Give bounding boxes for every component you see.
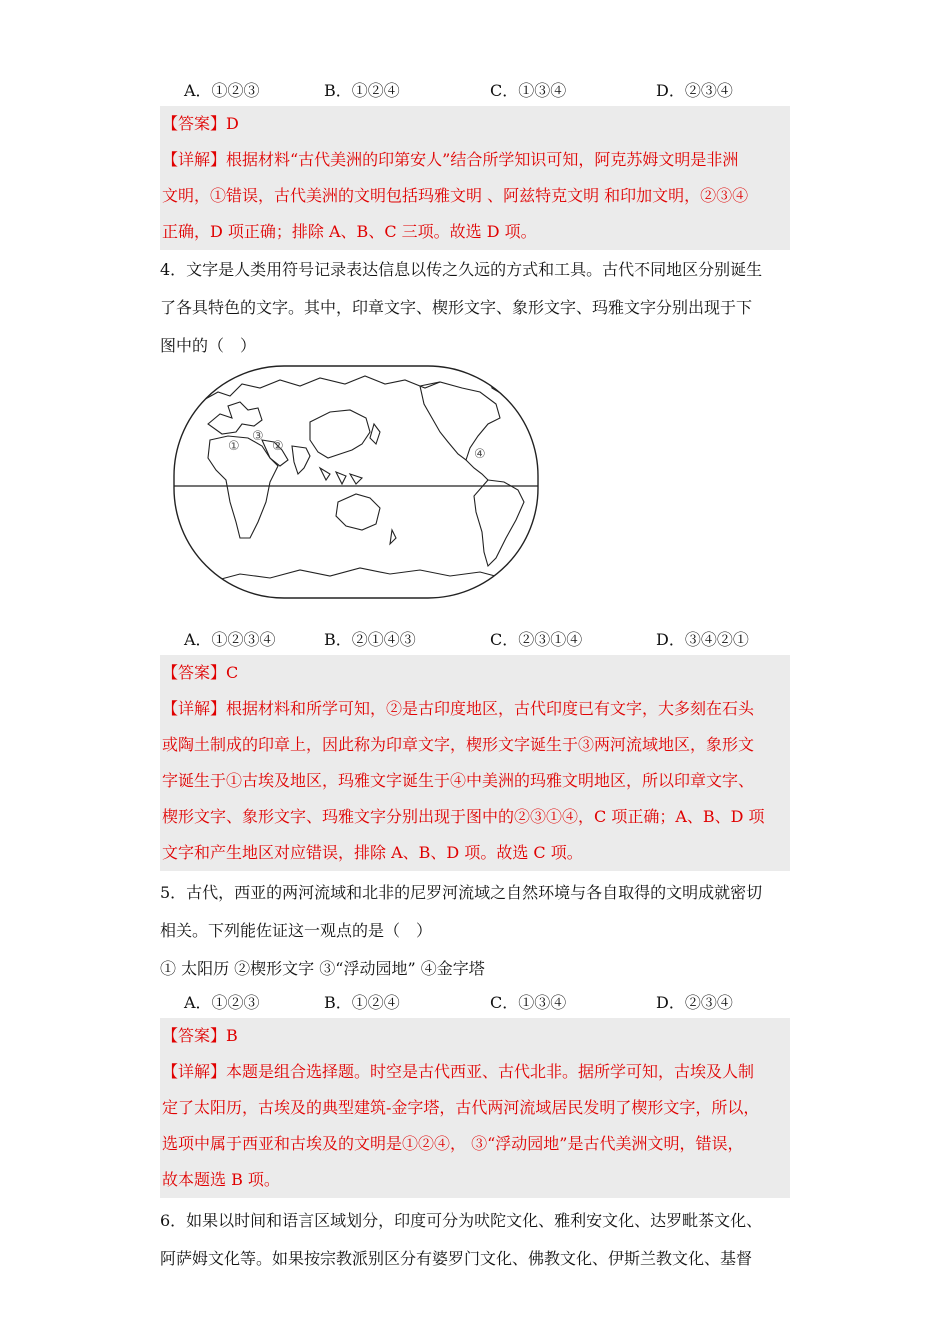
q5-option-a: A．①②③ (184, 993, 260, 1012)
q5-detail-line-3: 选项中属于西亚和古埃及的文明是①②④， ③“浮动园地”是古代美洲文明，错误， (162, 1134, 744, 1153)
q4-option-c: C．②③①④ (490, 630, 583, 649)
q6-stem (160, 1202, 792, 1278)
q4-answer: 【答案】C (162, 663, 239, 682)
q4-detail-line-2: 或陶土制成的印章上，因此称为印章文字，楔形文字诞生于③两河流域地区，象形文 (162, 735, 755, 754)
q4-option-a: A．①②③④ (184, 630, 276, 649)
q5-option-c: C．①③④ (490, 993, 567, 1012)
q5-answer-block (160, 1018, 790, 1198)
q5-stem-line-1: 5．古代，西亚的两河流域和北非的尼罗河流域之自然环境与各自取得的文明成就密切 (160, 883, 763, 902)
q6-stem-line-1: 6．如果以时间和语言区域划分，印度可分为吠陀文化、雅利安文化、达罗毗茶文化、 (160, 1211, 763, 1230)
q3-options (184, 78, 784, 106)
q3-option-c: C．①③④ (490, 81, 567, 100)
q4-option-b: B．②①④③ (324, 630, 416, 649)
q5-stem-line-3: ① 太阳历 ②楔形文字 ③“浮动园地” ④金字塔 (160, 959, 485, 978)
q5-options (184, 990, 784, 1018)
marker-3-mesopotamia: ③ (252, 429, 264, 444)
q4-stem-line-1: 4．文字是人类用符号记录表达信息以传之久远的方式和工具。古代不同地区分别诞生 (160, 260, 763, 279)
marker-1-egypt: ① (228, 439, 240, 454)
q5-option-d: D．②③④ (656, 993, 733, 1012)
q3-answer: 【答案】D (162, 114, 239, 133)
world-map-figure (170, 362, 542, 602)
q4-stem-line-2: 了各具特色的文字。其中，印章文字、楔形文字、象形文字、玛雅文字分别出现于下 (160, 298, 753, 317)
q3-option-a: A．①②③ (184, 81, 260, 100)
q5-answer: 【答案】B (162, 1026, 238, 1045)
q6-stem-line-2: 阿萨姆文化等。如果按宗教派别区分有婆罗门文化、佛教文化、伊斯兰教文化、基督 (160, 1249, 753, 1268)
q4-detail-line-5: 文字和产生地区对应错误，排除 A、B、D 项。故选 C 项。 (162, 843, 583, 862)
marker-4-mesoamerica: ④ (474, 447, 486, 462)
q3-option-d: D．②③④ (656, 81, 733, 100)
q5-detail-line-2: 定了太阳历，古埃及的典型建筑-金字塔，古代两河流域居民发明了楔形文字，所以， (162, 1098, 760, 1117)
q4-options (184, 627, 784, 655)
q3-answer-block (160, 106, 790, 250)
q5-stem-line-2: 相关。下列能佐证这一观点的是（ ） (160, 921, 433, 940)
q3-option-b: B．①②④ (324, 81, 400, 100)
world-map (170, 362, 542, 602)
q3-detail-line-1: 【详解】根据材料“古代美洲的印第安人”结合所学知识可知，阿克苏姆文明是非洲 (162, 150, 739, 169)
q3-detail-line-2: 文明，①错误，古代美洲的文明包括玛雅文明 、阿兹特克文明 和印加文明，②③④ (162, 186, 749, 205)
q5-option-b: B．①②④ (324, 993, 400, 1012)
q5-stem (160, 874, 792, 988)
marker-2-india: ② (272, 439, 284, 454)
q4-detail-line-1: 【详解】根据材料和所学可知，②是古印度地区，古代印度已有文字，大多刻在石头 (162, 699, 755, 718)
q3-detail-line-3: 正确，D 项正确；排除 A、B、C 三项。故选 D 项。 (162, 222, 537, 241)
q4-detail-line-3: 字诞生于①古埃及地区，玛雅文字诞生于④中美洲的玛雅文明地区，所以印章文字、 (162, 771, 755, 790)
q4-answer-block (160, 655, 790, 871)
q5-detail-line-1: 【详解】本题是组合选择题。时空是古代西亚、古代北非。据所学可知，古埃及人制 (162, 1062, 755, 1081)
q5-detail-line-4: 故本题选 B 项。 (162, 1170, 280, 1189)
map-frame (174, 366, 538, 598)
q4-option-d: D．③④②① (656, 630, 749, 649)
q4-stem (160, 251, 792, 365)
q4-detail-line-4: 楔形文字、象形文字、玛雅文字分别出现于图中的②③①④，C 项正确；A、B、D 项 (162, 807, 765, 826)
q4-stem-line-3: 图中的（ ） (160, 336, 257, 355)
